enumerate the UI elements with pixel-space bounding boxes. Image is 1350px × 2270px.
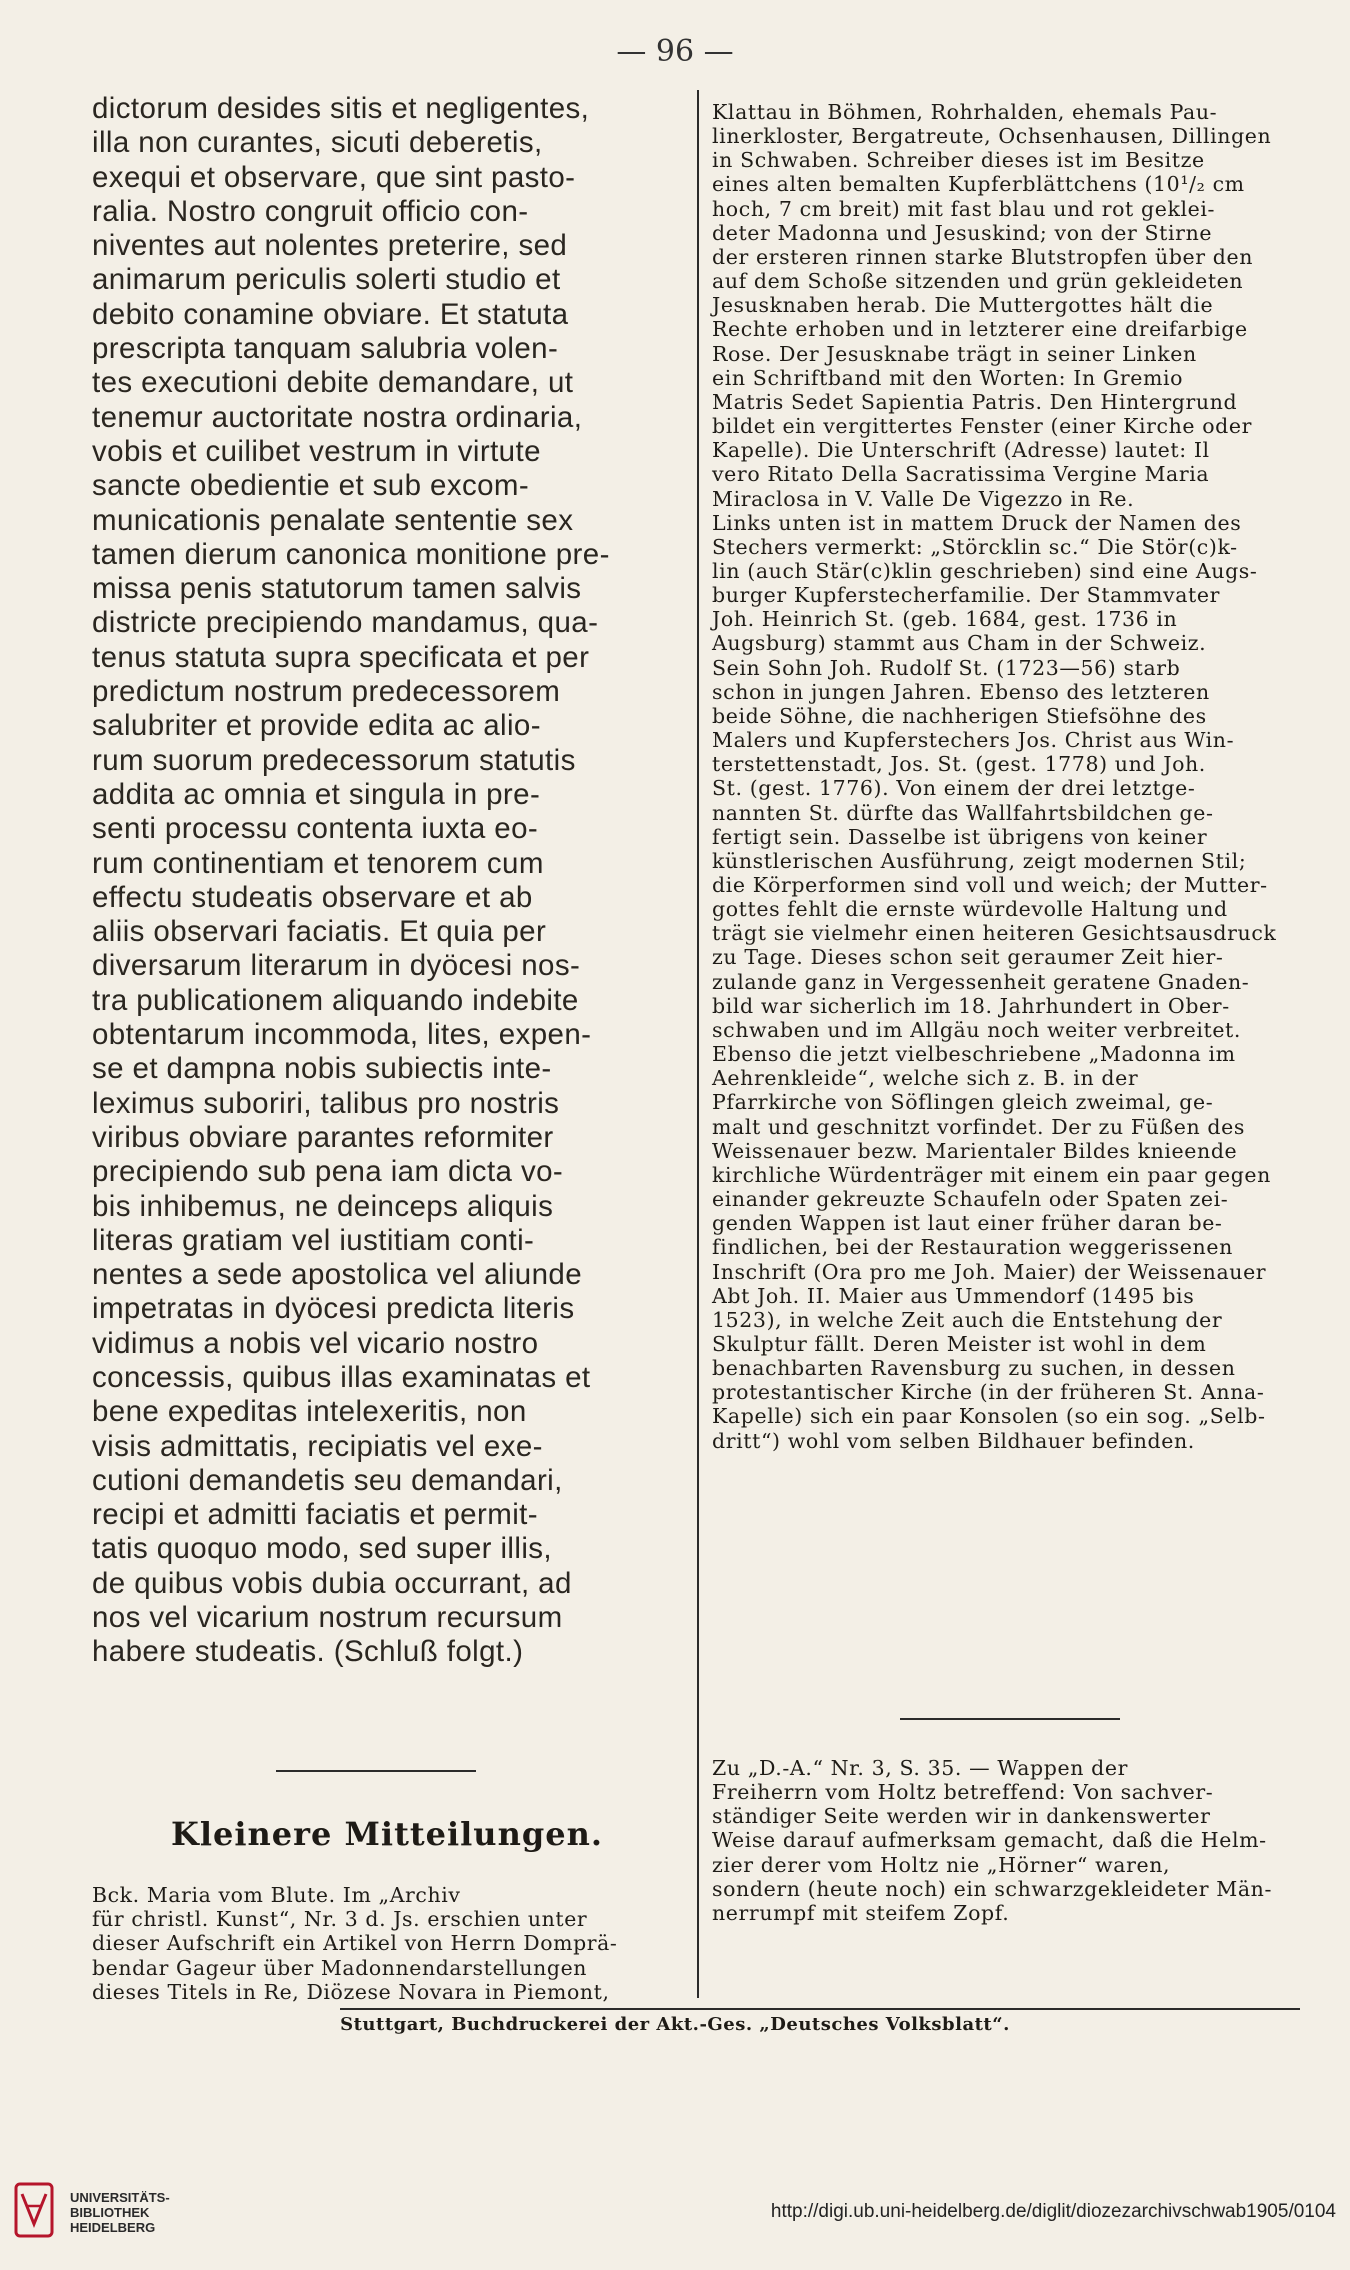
text-line: animarum periculis solerti studio et	[92, 263, 561, 297]
text-line: leximus suboriri, talibus pro nostris	[92, 1086, 560, 1120]
text-line: exequi et observare, que sint pasto-	[92, 160, 576, 194]
text-line: nentes a sede apostolica vel aliunde	[92, 1258, 583, 1292]
text-line: salubriter et provide edita ac alio-	[92, 709, 541, 743]
left-column-latin-text	[92, 92, 682, 1670]
text-line: zulande ganz in Vergessenheit geratene Gnaden-	[712, 969, 1250, 994]
text-line: diversarum literarum in dyöcesi nos-	[92, 949, 581, 983]
text-line: niventes aut nolentes preterire, sed	[92, 229, 568, 263]
text-line: schwaben und im Allgäu noch weiter verbreitet.	[712, 1017, 1241, 1042]
text-line: beide Söhne, die nachherigen Stiefsöhne des	[712, 703, 1207, 728]
text-line: Freiherrn vom Holtz betreffend: Von sachver-	[712, 1780, 1214, 1805]
text-line: visis admittatis, recipiatis vel exe-	[92, 1429, 543, 1463]
text-line: prescripta tanquam salubria volen-	[92, 332, 559, 366]
text-line: literas gratiam vel iustitiam conti-	[92, 1223, 535, 1257]
library-name	[70, 2190, 170, 2235]
text-line: senti processu contenta iuxta eo-	[92, 812, 539, 846]
library-name-line: BIBLIOTHEK	[70, 2205, 150, 2220]
text-line: auf dem Schoße sitzenden und grün gekleideten	[712, 269, 1244, 294]
text-line: obtentarum incommoda, lites, expen-	[92, 1018, 592, 1052]
text-line: Inschrift (Ora pro me Joh. Maier) der Weissenauer	[712, 1259, 1267, 1284]
text-line: Klattau in Böhmen, Rohrhalden, ehemals Pau-	[712, 100, 1218, 124]
text-line: Bck. Maria vom Blute. Im „Archiv	[92, 1883, 461, 1907]
right-column-bottom-text	[712, 1756, 1304, 1925]
text-line: Abt Joh. II. Maier aus Ummendorf (1495 bis	[712, 1283, 1195, 1308]
text-line: Pfarrkirche von Söflingen gleich zweimal, ge-	[712, 1090, 1214, 1115]
text-line: tra publicationem aliquando indebite	[92, 983, 579, 1017]
text-line: zier derer vom Holtz nie „Hörner“ waren,	[712, 1852, 1171, 1877]
text-line: tatis quoquo modo, sed super illis,	[92, 1532, 553, 1566]
text-line: Kapelle). Die Unterschrift (Adresse) lautet: Il	[712, 438, 1210, 463]
text-line: aliis observari faciatis. Et quia per	[92, 915, 547, 949]
text-line: nerrumpf mit steifem Zopf.	[712, 1900, 1010, 1925]
text-line: districte precipiendo mandamus, qua-	[92, 606, 599, 640]
text-line: recipi et admitti faciatis et permit-	[92, 1498, 538, 1532]
text-line: tes executioni debite demandare, ut	[92, 366, 574, 400]
text-line: terstettenstadt, Jos. St. (gest. 1778) und Joh.	[712, 752, 1206, 777]
text-line: Weissenauer bezw. Marientaler Bildes knieende	[712, 1138, 1238, 1163]
text-line: missa penis statutorum tamen salvis	[92, 572, 582, 606]
text-line: Augsburg) stammt aus Cham in der Schweiz.	[712, 631, 1207, 656]
text-line: effectu studeatis observare et ab	[92, 880, 533, 914]
section-separator-right	[900, 1718, 1120, 1720]
text-line: impetratas in dyöcesi predicta literis	[92, 1292, 575, 1326]
left-column-bottom-text	[92, 1883, 692, 2004]
text-line: lin (auch Stär(c)klin geschrieben) sind eine Augs-	[712, 558, 1258, 583]
section-title: Kleinere Mitteilungen.	[171, 1815, 603, 1853]
text-line: de quibus vobis dubia occurrant, ad	[92, 1566, 572, 1600]
text-line: findlichen, bei der Restauration weggerissenen	[712, 1235, 1233, 1260]
text-line: Weise darauf aufmerksam gemacht, daß die Helm-	[712, 1828, 1267, 1853]
text-line: Jesusknaben herab. Die Muttergottes hält die	[712, 293, 1214, 318]
right-column-text	[712, 100, 1304, 1453]
text-line: fertigt sein. Dasselbe ist übrigens von keiner	[712, 824, 1208, 849]
text-line: rum continentiam et tenorem cum	[92, 846, 544, 880]
text-line: sondern (heute noch) ein schwarzgekleideter Män-	[712, 1876, 1272, 1901]
text-line: Miraclosa in V. Valle De Vigezzo in Re.	[712, 486, 1135, 511]
text-line: dieses Titels in Re, Diözese Novara in Piemont,	[92, 1979, 610, 2004]
page-number: — 96 —	[616, 34, 734, 69]
text-line: Stechers vermerkt: „Störcklin sc.“ Die Stör(c)k-	[712, 534, 1238, 559]
text-line: hoch, 7 cm breit) mit fast blau und rot geklei-	[712, 196, 1216, 221]
text-line: tamen dierum canonica monitione pre-	[92, 537, 610, 571]
text-line: dictorum desides sitis et negligentes,	[92, 92, 590, 125]
text-line: habere studeatis. (Schluß folgt.)	[92, 1635, 524, 1669]
text-line: predictum nostrum predecessorem	[92, 675, 561, 709]
text-line: 1523), in welche Zeit auch die Entstehung der	[712, 1307, 1223, 1332]
text-line: Rechte erhoben und in letzterer eine dreifarbige	[712, 317, 1248, 342]
column-divider	[697, 90, 699, 1998]
text-line: ein Schriftband mit den Worten: In Gremio	[712, 365, 1184, 390]
text-line: Rose. Der Jesusknabe trägt in seiner Linken	[712, 341, 1197, 366]
library-name-line: HEIDELBERG	[70, 2220, 156, 2235]
text-line: tenus statuta supra specificata et per	[92, 640, 590, 674]
text-line: Links unten ist in mattem Druck der Namen des	[712, 510, 1242, 535]
text-line: rum suorum predecessorum statutis	[92, 743, 576, 777]
text-line: Sein Sohn Joh. Rudolf St. (1723—56) starb	[712, 655, 1181, 680]
text-line: Zu „D.-A.“ Nr. 3, S. 35. — Wappen der	[712, 1756, 1128, 1780]
text-line: concessis, quibus illas examinatas et	[92, 1360, 591, 1394]
footer-rule	[340, 2008, 1300, 2010]
text-line: precipiendo sub pena iam dicta vo-	[92, 1155, 564, 1189]
text-line: bild war sicherlich im 18. Jahrhundert in Ober-	[712, 993, 1230, 1018]
text-line: dieser Aufschrift ein Artikel von Herrn Domprä-	[92, 1931, 618, 1956]
text-line: tenemur auctoritate nostra ordinaria,	[92, 400, 583, 434]
text-line: bendar Gageur über Madonnendarstellungen	[92, 1955, 588, 1980]
text-line: zu Tage. Dieses schon seit geraumer Zeit hier-	[712, 945, 1224, 970]
library-seal-icon	[12, 2180, 56, 2240]
text-line: illa non curantes, sicuti deberetis,	[92, 126, 543, 160]
text-line: linerkloster, Bergatreute, Ochsenhausen, Dillingen	[712, 124, 1272, 149]
text-line: künstlerischen Ausführung, zeigt modernen Stil;	[712, 848, 1247, 873]
text-line: vidimus a nobis vel vicario nostro	[92, 1326, 539, 1360]
text-line: Skulptur fällt. Deren Meister ist wohl in dem	[712, 1331, 1207, 1356]
section-separator-left	[276, 1770, 476, 1772]
text-line: benachbarten Ravensburg zu suchen, in dessen	[712, 1356, 1236, 1381]
text-line: ralia. Nostro congruit officio con-	[92, 194, 529, 228]
text-line: St. (gest. 1776). Von einem der drei letztge-	[712, 776, 1196, 801]
text-line: schon in jungen Jahren. Ebenso des letzteren	[712, 679, 1210, 704]
text-line: bis inhibemus, ne deinceps aliquis	[92, 1189, 554, 1223]
text-line: protestantischer Kirche (in der früheren St. Anna-	[712, 1380, 1265, 1405]
source-url-link[interactable]: http://digi.ub.uni-heidelberg.de/diglit/diozezarchivschwab1905/0104	[770, 2201, 1336, 2222]
printer-footer: Stuttgart, Buchdruckerei der Akt.-Ges. „Deutsches Volksblatt“.	[340, 2014, 1010, 2035]
text-line: municationis penalate sententie sex	[92, 503, 574, 537]
text-line: vero Ritato Della Sacratissima Vergine Maria	[712, 462, 1210, 487]
text-line: eines alten bemalten Kupferblättchens (10¹/₂ cm	[712, 172, 1245, 197]
text-line: se et dampna nobis subiectis inte-	[92, 1052, 552, 1086]
text-line: kirchliche Würdenträger mit einem ein paar gegen	[712, 1162, 1271, 1187]
text-line: Malers und Kupferstechers Jos. Christ aus Win-	[712, 728, 1235, 753]
text-line: viribus obviare parantes reformiter	[92, 1120, 554, 1154]
text-line: trägt sie vielmehr einen heiteren Gesichtsausdruck	[712, 921, 1277, 946]
text-line: nannten St. dürfte das Wallfahrtsbildchen ge-	[712, 800, 1214, 825]
text-line: debito conamine obviare. Et statuta	[92, 297, 569, 331]
text-line: bildet ein vergittertes Fenster (einer Kirche oder	[712, 414, 1253, 439]
text-line: bene expeditas intelexeritis, non	[92, 1395, 527, 1429]
text-line: dritt“) wohl vom selben Bildhauer befinden.	[712, 1428, 1195, 1453]
text-line: der ersteren rinnen starke Blutstropfen über den	[712, 244, 1254, 269]
text-line: nos vel vicarium nostrum recursum	[92, 1601, 563, 1635]
library-name-line: UNIVERSITÄTS-	[70, 2190, 170, 2205]
text-line: gottes fehlt die ernste würdevolle Haltung und	[712, 897, 1228, 922]
text-line: cutioni demandetis seu demandari,	[92, 1463, 563, 1497]
text-line: Aehrenkleide“, welche sich z. B. in der	[712, 1066, 1139, 1091]
text-line: ständiger Seite werden wir in dankenswerter	[712, 1804, 1211, 1829]
text-line: burger Kupferstecherfamilie. Der Stammvater	[712, 583, 1221, 608]
text-line: in Schwaben. Schreiber dieses ist im Besitze	[712, 148, 1205, 173]
text-line: deter Madonna und Jesuskind; von der Stirne	[712, 220, 1213, 245]
text-line: die Körperformen sind voll und weich; der Mutter-	[712, 873, 1268, 897]
text-line: Matris Sedet Sapientia Patris. Den Hintergrund	[712, 389, 1238, 414]
text-line: vobis et cuilibet vestrum in virtute	[92, 434, 541, 468]
text-line: Kapelle) sich ein paar Konsolen (so ein sog. „Selb-	[712, 1404, 1266, 1429]
text-line: genden Wappen ist laut einer früher daran be-	[712, 1211, 1223, 1236]
text-line: einander gekreuzte Schaufeln oder Spaten zei-	[712, 1187, 1229, 1212]
text-line: malt und geschnitzt vorfindet. Der zu Füßen des	[712, 1114, 1245, 1139]
text-line: für christl. Kunst“, Nr. 3 d. Js. erschien unter	[92, 1907, 588, 1932]
text-line: Joh. Heinrich St. (geb. 1684, gest. 1736 in	[712, 607, 1178, 632]
text-line: addita ac omnia et singula in pre-	[92, 777, 541, 811]
text-line: sancte obedientie et sub excom-	[92, 469, 530, 503]
text-line: Ebenso die jetzt vielbeschriebene „Madonna im	[712, 1042, 1236, 1067]
